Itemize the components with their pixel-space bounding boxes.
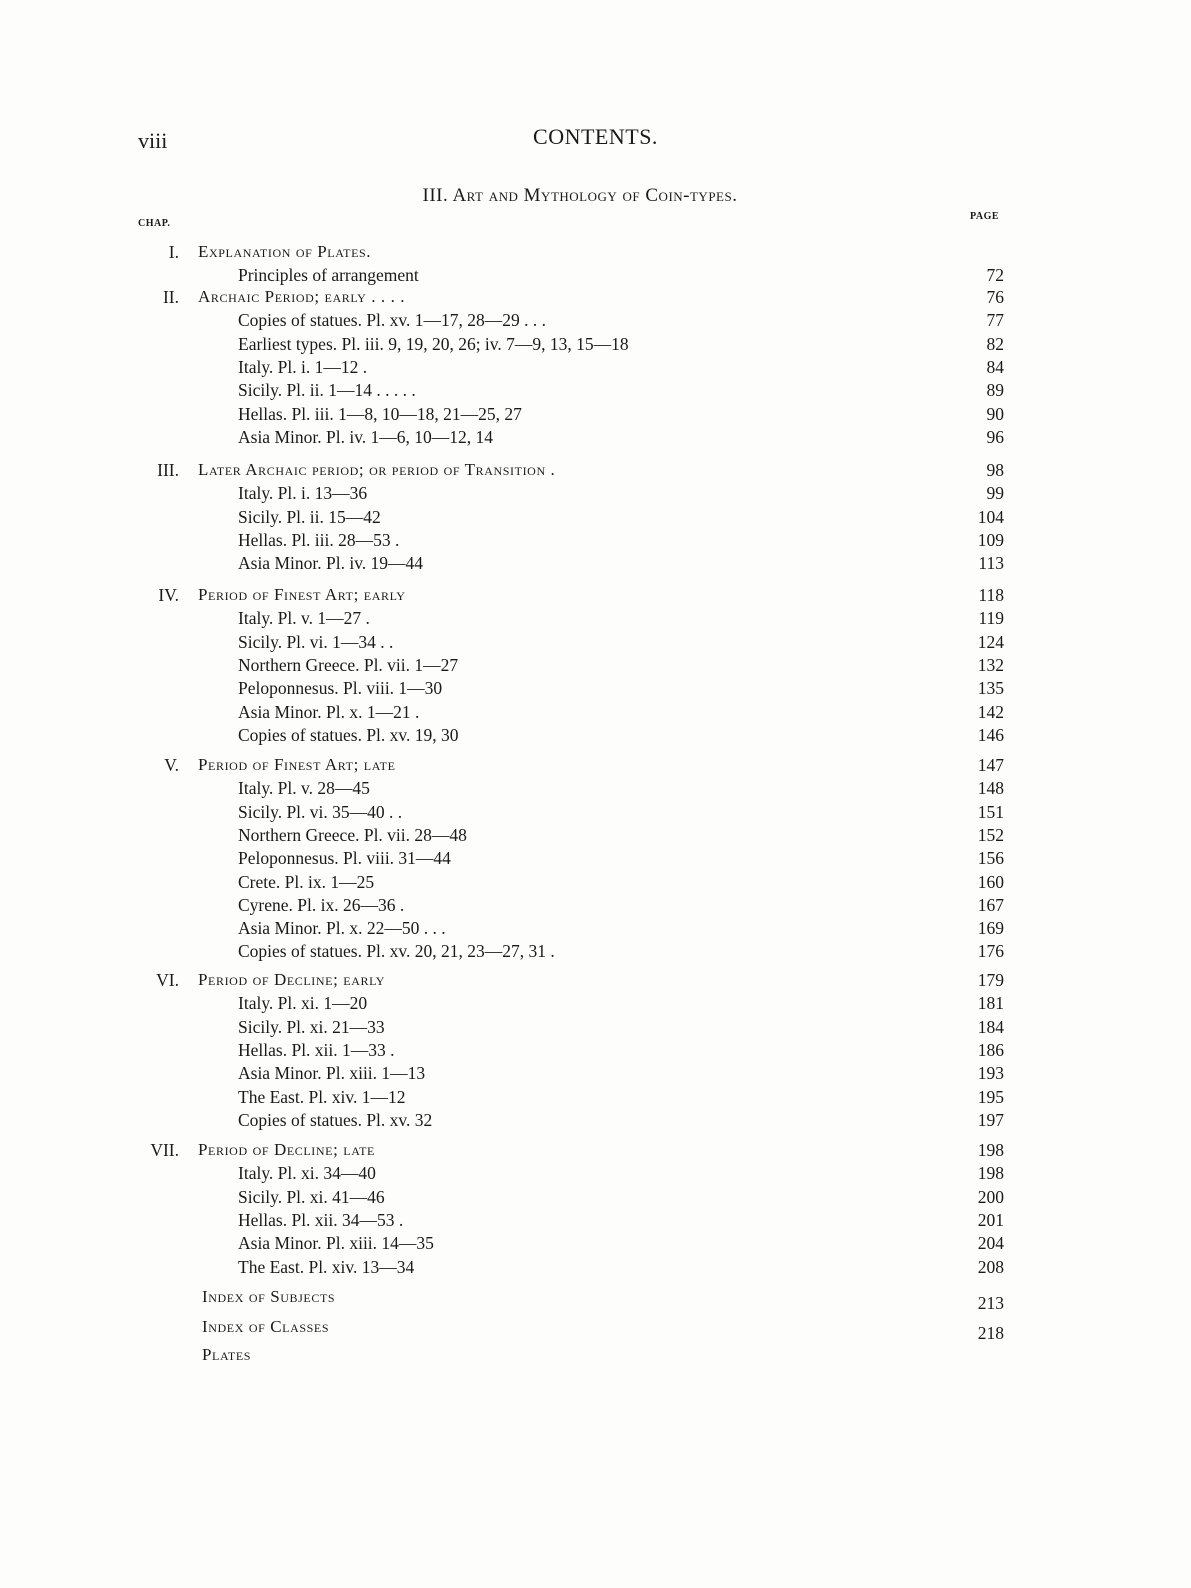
toc-entry: [0, 823, 1191, 847]
page-ref: 84: [986, 356, 1004, 377]
chapter-heading-row: [0, 1138, 1191, 1162]
toc-entry: [0, 528, 1191, 552]
page-ref: 151: [977, 801, 1004, 822]
page-ref: 89: [986, 380, 1004, 401]
entry-title[interactable]: Hellas. Pl. iii. 1—8, 10—18, 21—25, 27: [238, 403, 522, 424]
page-ref: 82: [986, 333, 1004, 354]
chap-column-label: CHAP.: [138, 218, 171, 229]
chapter-number: VI.: [156, 970, 179, 990]
page-ref: 132: [977, 654, 1004, 675]
page-ref: 156: [977, 848, 1004, 869]
entry-title[interactable]: Sicily. Pl. xi. 21—33: [238, 1016, 385, 1037]
toc-entry: [0, 1015, 1191, 1039]
page-ref: 181: [977, 993, 1004, 1014]
entry-title[interactable]: Asia Minor. Pl. iv. 19—44: [238, 553, 424, 574]
entry-title[interactable]: Peloponnesus. Pl. viii. 31—44: [238, 848, 451, 869]
toc-entry: [0, 846, 1191, 870]
toc-entry: [0, 263, 1191, 287]
page-ref: 167: [977, 894, 1004, 915]
running-title: CONTENTS.: [533, 124, 658, 149]
page-ref: 113: [978, 553, 1004, 574]
index-title[interactable]: Index of Classes: [202, 1317, 330, 1336]
page-ref: 184: [977, 1016, 1004, 1037]
page-ref: 204: [977, 1233, 1004, 1254]
toc-entry: [0, 1255, 1191, 1279]
page-ref: 119: [978, 608, 1004, 629]
toc-entry: [0, 776, 1191, 800]
toc-entry: [0, 1231, 1191, 1255]
entry-title[interactable]: Sicily. Pl. vi. 1—34 . .: [238, 631, 394, 652]
index-entry: [0, 1343, 1191, 1367]
entry-title[interactable]: Hellas. Pl. xii. 1—33 .: [238, 1039, 395, 1060]
chapter-number: I.: [168, 242, 179, 262]
page-ref: 118: [978, 585, 1004, 605]
entry-title[interactable]: Asia Minor. Pl. xiii. 1—13: [238, 1063, 426, 1084]
entry-title[interactable]: Asia Minor. Pl. iv. 1—6, 10—12, 14: [238, 426, 494, 447]
toc-entry: [0, 653, 1191, 677]
chapter-title[interactable]: Archaic Period; early . . . .: [198, 287, 406, 306]
chapter-title[interactable]: Period of Decline; late: [198, 1140, 375, 1159]
entry-title[interactable]: Italy. Pl. i. 13—36: [238, 483, 368, 504]
toc-entry: [0, 378, 1191, 402]
page-ref: 169: [977, 918, 1004, 939]
chapter-heading-row: [0, 285, 1191, 309]
page-ref: 146: [977, 724, 1004, 745]
part-title: III. Art and Mythology of Coin-types.: [422, 185, 738, 206]
entry-title[interactable]: Italy. Pl. i. 1—12 .: [238, 356, 368, 377]
page-ref: 160: [977, 871, 1004, 892]
toc-entry: [0, 676, 1191, 700]
toc-entry: [0, 1185, 1191, 1209]
toc-entry: [0, 481, 1191, 505]
toc-entry: [0, 916, 1191, 940]
entry-title[interactable]: Italy. Pl. v. 28—45: [238, 778, 370, 799]
page-ref: 98: [986, 460, 1004, 480]
chapter-number: VII.: [150, 1140, 179, 1160]
chapter-heading-row: [0, 753, 1191, 777]
page-ref: 152: [977, 824, 1004, 845]
page-ref: 104: [977, 506, 1004, 527]
page-ref: 197: [977, 1109, 1004, 1130]
page-number: viii: [138, 128, 168, 153]
page-ref: 193: [977, 1063, 1004, 1084]
page-ref: 208: [977, 1256, 1004, 1277]
entry-title[interactable]: Hellas. Pl. iii. 28—53 .: [238, 529, 400, 550]
page-ref: 179: [977, 970, 1004, 990]
page-ref: 218: [977, 1323, 1004, 1343]
entry-title[interactable]: Cyrene. Pl. ix. 26—36 .: [238, 894, 405, 915]
entry-title[interactable]: Northern Greece. Pl. vii. 1—27: [238, 654, 459, 675]
toc-entry: [0, 800, 1191, 824]
entry-title[interactable]: The East. Pl. xiv. 1—12: [238, 1086, 406, 1107]
page-ref: 148: [977, 778, 1004, 799]
entry-title[interactable]: Italy. Pl. xi. 34—40: [238, 1163, 376, 1184]
toc-entry: [0, 870, 1191, 894]
entry-title[interactable]: Asia Minor. Pl. x. 1—21 .: [238, 701, 420, 722]
entry-title[interactable]: Principles of arrangement: [238, 265, 419, 286]
toc-entry: [0, 551, 1191, 575]
page-ref: 77: [986, 310, 1004, 331]
toc-entry: [0, 723, 1191, 747]
page-ref: 142: [977, 701, 1004, 722]
entry-title[interactable]: Northern Greece. Pl. vii. 28—48: [238, 824, 467, 845]
entry-title[interactable]: Sicily. Pl. ii. 1—14 . . . . .: [238, 380, 416, 401]
entry-title[interactable]: Sicily. Pl. ii. 15—42: [238, 506, 381, 527]
toc-entry: [0, 991, 1191, 1015]
entry-title[interactable]: Crete. Pl. ix. 1—25: [238, 871, 375, 892]
page-ref: 198: [977, 1140, 1004, 1160]
chapter-number: II.: [162, 287, 179, 307]
toc-entry: [0, 939, 1191, 963]
chapter-title[interactable]: Period of Finest Art; late: [198, 755, 396, 774]
page-ref: 72: [986, 265, 1004, 286]
page-ref: 176: [977, 941, 1004, 962]
entry-title[interactable]: Asia Minor. Pl. xiii. 14—35: [238, 1233, 434, 1254]
entry-title[interactable]: Peloponnesus. Pl. viii. 1—30: [238, 678, 443, 699]
toc-entry: [0, 308, 1191, 332]
entry-title[interactable]: Italy. Pl. xi. 1—20: [238, 993, 368, 1014]
index-title[interactable]: Plates: [202, 1345, 252, 1364]
entry-title[interactable]: The East. Pl. xiv. 13—34: [238, 1256, 415, 1277]
toc-entry: [0, 700, 1191, 724]
index-title[interactable]: Index of Subjects: [202, 1287, 336, 1306]
chapter-title[interactable]: Explanation of Plates.: [198, 242, 372, 261]
chapter-title[interactable]: Period of Finest Art; early: [198, 585, 406, 604]
entry-title[interactable]: Copies of statues. Pl. xv. 19, 30: [238, 724, 459, 745]
toc-entry: [0, 893, 1191, 917]
entry-title[interactable]: Earliest types. Pl. iii. 9, 19, 20, 26; iv. 7—9, 13, 15—18: [238, 333, 629, 354]
toc-entry: [0, 1085, 1191, 1109]
toc-entry: [0, 1161, 1191, 1185]
page-ref: 90: [986, 403, 1004, 424]
chapter-title[interactable]: Period of Decline; early: [198, 970, 386, 989]
chapter-number: IV.: [158, 585, 179, 605]
entry-title[interactable]: Hellas. Pl. xii. 34—53 .: [238, 1209, 404, 1230]
toc-entry: [0, 630, 1191, 654]
entry-title[interactable]: Sicily. Pl. xi. 41—46: [238, 1186, 385, 1207]
toc-entry: [0, 1061, 1191, 1085]
toc-entry: [0, 1108, 1191, 1132]
index-entry: [0, 1315, 1191, 1343]
toc-entry: [0, 425, 1191, 449]
page-column-label: PAGE: [970, 211, 1000, 222]
toc-entry: [0, 355, 1191, 379]
toc-entry: [0, 505, 1191, 529]
page-ref: 124: [977, 631, 1004, 652]
page-ref: 76: [986, 287, 1004, 307]
index-entry: [0, 1285, 1191, 1313]
toc-entry: [0, 606, 1191, 630]
chapter-number: V.: [164, 755, 179, 775]
page-ref: 99: [986, 483, 1004, 504]
entry-title[interactable]: Copies of statues. Pl. xv. 20, 21, 23—27, 31 .: [238, 941, 555, 962]
chapter-heading-row: [0, 458, 1191, 482]
entry-title[interactable]: Sicily. Pl. vi. 35—40 . .: [238, 801, 403, 822]
chapter-number: III.: [157, 460, 179, 480]
page-ref: 109: [977, 529, 1004, 550]
toc-entry: [0, 402, 1191, 426]
page-ref: 135: [977, 678, 1004, 699]
page-ref: 213: [977, 1293, 1004, 1313]
chapter-heading-row: [0, 583, 1191, 607]
toc-entry: [0, 1208, 1191, 1232]
toc-entry: [0, 332, 1191, 356]
chapter-heading-row: [0, 968, 1191, 992]
toc-entry: [0, 1038, 1191, 1062]
entry-title[interactable]: Copies of statues. Pl. xv. 1—17, 28—29 . . .: [238, 310, 547, 331]
page-ref: 195: [977, 1086, 1004, 1107]
page-ref: 147: [977, 755, 1004, 775]
page-ref: 186: [977, 1039, 1004, 1060]
page-ref: 96: [986, 426, 1004, 447]
page-ref: 200: [977, 1186, 1004, 1207]
chapter-heading-row: [0, 240, 1191, 264]
page-ref: 201: [977, 1209, 1004, 1230]
page-ref: 198: [977, 1163, 1004, 1184]
entry-title[interactable]: Asia Minor. Pl. x. 22—50 . . .: [238, 918, 446, 939]
entry-title[interactable]: Italy. Pl. v. 1—27 .: [238, 608, 370, 629]
chapter-title[interactable]: Later Archaic period; or period of Transition .: [198, 460, 556, 479]
entry-title[interactable]: Copies of statues. Pl. xv. 32: [238, 1109, 433, 1130]
